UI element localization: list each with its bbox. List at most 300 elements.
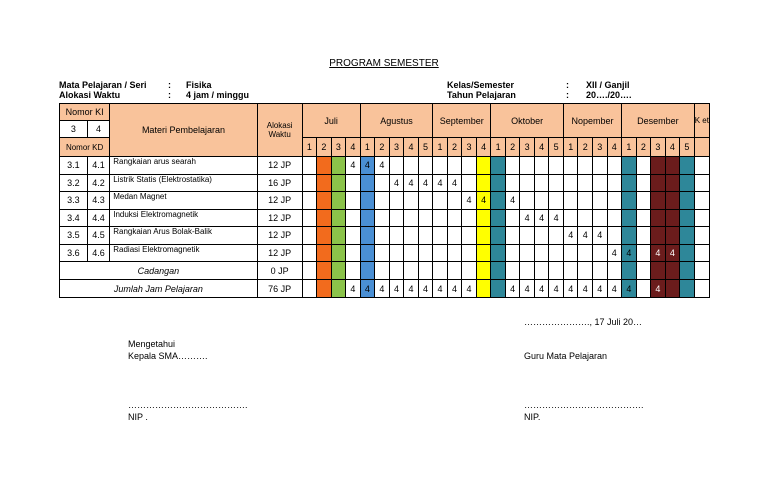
kd4-cell: 4.1 bbox=[87, 157, 109, 175]
week-cell: 4 bbox=[375, 157, 390, 175]
week-cell bbox=[317, 244, 332, 262]
kd3-cell: 3.1 bbox=[60, 157, 88, 175]
week-cell bbox=[317, 262, 332, 280]
week-cell bbox=[680, 209, 695, 227]
week-cell bbox=[302, 157, 317, 175]
week-cell bbox=[389, 192, 404, 210]
week-cell bbox=[360, 244, 375, 262]
week-cell bbox=[593, 209, 608, 227]
week-header: 1 bbox=[360, 138, 375, 157]
week-cell bbox=[433, 209, 448, 227]
week-cell bbox=[651, 209, 666, 227]
week-cell bbox=[563, 157, 578, 175]
week-cell bbox=[447, 157, 462, 175]
week-cell bbox=[346, 227, 361, 245]
week-header: 3 bbox=[389, 138, 404, 157]
cadangan-row bbox=[60, 262, 710, 280]
week-cell bbox=[549, 174, 564, 192]
week-cell bbox=[607, 209, 622, 227]
week-cell bbox=[375, 227, 390, 245]
week-cell bbox=[578, 192, 593, 210]
materi-cell: Listrik Statis (Elektrostatika) bbox=[110, 174, 257, 192]
week-cell bbox=[651, 174, 666, 192]
week-cell bbox=[375, 262, 390, 280]
week-cell bbox=[593, 192, 608, 210]
materi-cell: Rangkaian arus searah bbox=[110, 157, 257, 175]
week-cell bbox=[476, 244, 491, 262]
week-cell: 4 bbox=[346, 280, 361, 298]
week-cell bbox=[636, 244, 651, 262]
week-cell bbox=[534, 174, 549, 192]
week-cell: 4 bbox=[447, 280, 462, 298]
week-cell: 4 bbox=[360, 280, 375, 298]
week-cell bbox=[331, 280, 346, 298]
week-cell bbox=[331, 174, 346, 192]
alokasi-cell: 12 JP bbox=[257, 157, 302, 175]
week-cell bbox=[447, 192, 462, 210]
week-cell bbox=[418, 227, 433, 245]
week-cell bbox=[578, 244, 593, 262]
tahun-label: Tahun Pelajaran bbox=[447, 90, 516, 100]
materi-cell: Induksi Elektromagnetik bbox=[110, 209, 257, 227]
week-header: 4 bbox=[665, 138, 680, 157]
week-cell bbox=[476, 280, 491, 298]
week-header: 2 bbox=[447, 138, 462, 157]
week-cell bbox=[607, 157, 622, 175]
week-cell bbox=[636, 262, 651, 280]
week-cell: 4 bbox=[593, 227, 608, 245]
week-cell bbox=[665, 209, 680, 227]
week-cell bbox=[346, 192, 361, 210]
week-cell bbox=[433, 244, 448, 262]
week-cell bbox=[433, 227, 448, 245]
week-cell bbox=[651, 227, 666, 245]
week-cell: 4 bbox=[505, 280, 520, 298]
week-cell bbox=[302, 244, 317, 262]
week-cell: 4 bbox=[622, 280, 637, 298]
week-cell bbox=[607, 174, 622, 192]
week-cell bbox=[302, 209, 317, 227]
table-row bbox=[60, 209, 710, 227]
week-cell bbox=[476, 174, 491, 192]
ket-header: K et bbox=[694, 104, 709, 138]
tahun-value: 20…./20…. bbox=[586, 90, 632, 100]
week-cell bbox=[636, 192, 651, 210]
week-cell: 4 bbox=[534, 209, 549, 227]
week-cell bbox=[375, 192, 390, 210]
week-cell bbox=[534, 244, 549, 262]
week-cell: 4 bbox=[404, 280, 419, 298]
alokasi-colon: : bbox=[168, 90, 171, 100]
week-cell bbox=[593, 157, 608, 175]
week-cell bbox=[317, 157, 332, 175]
week-cell: 4 bbox=[520, 280, 535, 298]
week-cell bbox=[665, 280, 680, 298]
week-cell bbox=[491, 174, 506, 192]
week-cell bbox=[375, 209, 390, 227]
week-cell bbox=[462, 157, 477, 175]
week-cell bbox=[462, 227, 477, 245]
week-cell bbox=[563, 209, 578, 227]
week-cell: 4 bbox=[389, 280, 404, 298]
month-header: Desember bbox=[622, 104, 695, 138]
week-cell bbox=[476, 157, 491, 175]
week-cell bbox=[331, 244, 346, 262]
ket-cell bbox=[694, 280, 709, 298]
nomor-ki-header: Nomor KI bbox=[60, 104, 110, 121]
week-cell bbox=[375, 174, 390, 192]
jumlah-alokasi: 76 JP bbox=[257, 280, 302, 298]
kd4-cell: 4.3 bbox=[87, 192, 109, 210]
week-cell bbox=[563, 262, 578, 280]
week-header: 4 bbox=[534, 138, 549, 157]
week-cell bbox=[476, 209, 491, 227]
week-cell bbox=[593, 244, 608, 262]
alokasi-cell: 12 JP bbox=[257, 192, 302, 210]
week-header: 5 bbox=[549, 138, 564, 157]
week-cell: 4 bbox=[578, 280, 593, 298]
ket-cell bbox=[694, 174, 709, 192]
week-cell bbox=[491, 209, 506, 227]
materi-cell: Radiasi Elektromagnetik bbox=[110, 244, 257, 262]
week-cell bbox=[622, 192, 637, 210]
week-cell bbox=[622, 262, 637, 280]
week-cell bbox=[360, 174, 375, 192]
alokasi-label: Alokasi Waktu bbox=[59, 90, 121, 100]
week-cell bbox=[418, 262, 433, 280]
week-cell bbox=[534, 227, 549, 245]
week-header: 3 bbox=[593, 138, 608, 157]
week-cell bbox=[520, 192, 535, 210]
week-cell: 4 bbox=[622, 244, 637, 262]
signature-line-left: …………………………………. bbox=[128, 400, 248, 410]
week-cell bbox=[346, 244, 361, 262]
week-cell bbox=[680, 227, 695, 245]
week-cell bbox=[331, 209, 346, 227]
week-cell: 4 bbox=[418, 174, 433, 192]
week-header: 3 bbox=[520, 138, 535, 157]
week-cell bbox=[520, 244, 535, 262]
week-cell: 4 bbox=[433, 174, 448, 192]
week-header: 3 bbox=[462, 138, 477, 157]
alokasi-header: Alokasi Waktu bbox=[257, 104, 302, 157]
week-cell bbox=[389, 209, 404, 227]
week-cell: 4 bbox=[563, 280, 578, 298]
week-cell bbox=[607, 262, 622, 280]
week-cell bbox=[578, 209, 593, 227]
week-cell bbox=[636, 157, 651, 175]
week-cell bbox=[549, 192, 564, 210]
kd4-cell: 4.6 bbox=[87, 244, 109, 262]
week-cell bbox=[665, 174, 680, 192]
cadangan-alokasi: 0 JP bbox=[257, 262, 302, 280]
week-cell bbox=[404, 157, 419, 175]
nip-right: NIP. bbox=[524, 412, 541, 422]
ki-4: 4 bbox=[87, 121, 109, 138]
ket-cell bbox=[694, 157, 709, 175]
week-header: 4 bbox=[476, 138, 491, 157]
week-cell: 4 bbox=[534, 280, 549, 298]
month-header: September bbox=[433, 104, 491, 138]
week-header: 4 bbox=[346, 138, 361, 157]
footer-guru: Guru Mata Pelajaran bbox=[524, 351, 608, 361]
materi-header: Materi Pembelajaran bbox=[110, 104, 257, 157]
week-cell bbox=[651, 157, 666, 175]
week-header: 2 bbox=[578, 138, 593, 157]
kelas-label: Kelas/Semester bbox=[447, 80, 515, 90]
week-cell bbox=[636, 227, 651, 245]
week-cell: 4 bbox=[563, 227, 578, 245]
week-cell bbox=[418, 192, 433, 210]
week-cell bbox=[447, 244, 462, 262]
week-cell bbox=[404, 209, 419, 227]
week-cell bbox=[636, 174, 651, 192]
week-cell bbox=[563, 192, 578, 210]
week-cell bbox=[302, 227, 317, 245]
jumlah-label: Jumlah Jam Pelajaran bbox=[60, 280, 258, 298]
week-cell bbox=[317, 280, 332, 298]
week-cell bbox=[491, 280, 506, 298]
week-cell: 4 bbox=[346, 157, 361, 175]
week-cell bbox=[418, 209, 433, 227]
week-cell bbox=[317, 209, 332, 227]
month-header: Oktober bbox=[491, 104, 564, 138]
week-cell bbox=[665, 157, 680, 175]
week-cell bbox=[491, 244, 506, 262]
kd4-cell: 4.5 bbox=[87, 227, 109, 245]
week-cell: 4 bbox=[505, 192, 520, 210]
week-cell: 4 bbox=[404, 174, 419, 192]
tahun-colon: : bbox=[566, 90, 569, 100]
week-header: 1 bbox=[622, 138, 637, 157]
week-cell: 4 bbox=[651, 280, 666, 298]
week-cell bbox=[375, 244, 390, 262]
footer-mengetahui: Mengetahui bbox=[128, 339, 176, 349]
week-cell: 4 bbox=[607, 244, 622, 262]
table-row bbox=[60, 174, 710, 192]
week-cell bbox=[317, 174, 332, 192]
semester-table bbox=[59, 103, 710, 298]
table-row bbox=[60, 227, 710, 245]
signature-line-right: …………………………………. bbox=[524, 400, 644, 410]
table-row bbox=[60, 192, 710, 210]
week-cell bbox=[505, 157, 520, 175]
week-cell bbox=[505, 227, 520, 245]
ket-cell bbox=[694, 227, 709, 245]
week-cell bbox=[607, 192, 622, 210]
week-cell bbox=[360, 262, 375, 280]
week-cell bbox=[491, 262, 506, 280]
week-cell: 4 bbox=[360, 157, 375, 175]
week-cell bbox=[636, 209, 651, 227]
week-cell bbox=[520, 227, 535, 245]
ket-cell bbox=[694, 192, 709, 210]
week-cell bbox=[505, 244, 520, 262]
week-cell bbox=[360, 209, 375, 227]
week-cell bbox=[680, 157, 695, 175]
table-row bbox=[60, 244, 710, 262]
week-cell bbox=[389, 157, 404, 175]
week-cell bbox=[462, 174, 477, 192]
alokasi-cell: 16 JP bbox=[257, 174, 302, 192]
week-cell bbox=[389, 244, 404, 262]
kd3-cell: 3.6 bbox=[60, 244, 88, 262]
week-cell bbox=[462, 209, 477, 227]
week-cell bbox=[404, 227, 419, 245]
ket-cell bbox=[694, 262, 709, 280]
kd4-cell: 4.4 bbox=[87, 209, 109, 227]
week-cell bbox=[680, 174, 695, 192]
week-cell bbox=[534, 192, 549, 210]
week-cell bbox=[680, 262, 695, 280]
week-cell bbox=[563, 244, 578, 262]
week-cell bbox=[491, 157, 506, 175]
week-cell bbox=[680, 192, 695, 210]
month-header: Juli bbox=[302, 104, 360, 138]
kelas-colon: : bbox=[566, 80, 569, 90]
ket-cell bbox=[694, 244, 709, 262]
week-cell bbox=[665, 227, 680, 245]
week-cell: 4 bbox=[389, 174, 404, 192]
week-cell bbox=[433, 192, 448, 210]
week-header: 5 bbox=[418, 138, 433, 157]
table-row bbox=[60, 157, 710, 175]
week-cell: 4 bbox=[375, 280, 390, 298]
week-cell bbox=[578, 174, 593, 192]
week-cell bbox=[389, 262, 404, 280]
ki-3: 3 bbox=[60, 121, 88, 138]
week-header: 2 bbox=[375, 138, 390, 157]
week-cell bbox=[578, 157, 593, 175]
kd3-cell: 3.5 bbox=[60, 227, 88, 245]
week-cell bbox=[491, 192, 506, 210]
week-cell bbox=[491, 227, 506, 245]
week-header: 3 bbox=[331, 138, 346, 157]
week-cell bbox=[563, 174, 578, 192]
week-cell bbox=[505, 174, 520, 192]
week-cell bbox=[331, 157, 346, 175]
week-cell bbox=[520, 262, 535, 280]
week-cell bbox=[346, 209, 361, 227]
week-cell bbox=[534, 157, 549, 175]
week-header: 5 bbox=[680, 138, 695, 157]
week-cell bbox=[549, 157, 564, 175]
week-cell bbox=[520, 174, 535, 192]
week-cell bbox=[651, 262, 666, 280]
mapel-value: Fisika bbox=[186, 80, 212, 90]
week-cell bbox=[534, 262, 549, 280]
week-cell: 4 bbox=[418, 280, 433, 298]
week-cell: 4 bbox=[462, 192, 477, 210]
week-cell bbox=[418, 244, 433, 262]
mapel-label: Mata Pelajaran / Seri bbox=[59, 80, 147, 90]
ket-cell bbox=[694, 209, 709, 227]
jumlah-row bbox=[60, 280, 710, 298]
week-cell bbox=[505, 209, 520, 227]
week-cell bbox=[593, 174, 608, 192]
week-cell bbox=[622, 227, 637, 245]
week-cell bbox=[317, 192, 332, 210]
month-header: Agustus bbox=[360, 104, 433, 138]
week-cell bbox=[433, 157, 448, 175]
kd3-cell: 3.2 bbox=[60, 174, 88, 192]
week-cell bbox=[302, 192, 317, 210]
footer-date: …………………., 17 Juli 20… bbox=[524, 317, 643, 327]
week-cell: 4 bbox=[476, 192, 491, 210]
week-cell bbox=[636, 280, 651, 298]
week-cell: 4 bbox=[433, 280, 448, 298]
week-cell bbox=[404, 192, 419, 210]
week-cell bbox=[360, 227, 375, 245]
week-cell bbox=[665, 262, 680, 280]
week-cell bbox=[346, 262, 361, 280]
week-cell bbox=[302, 262, 317, 280]
alokasi-cell: 12 JP bbox=[257, 227, 302, 245]
week-cell bbox=[418, 157, 433, 175]
week-cell: 4 bbox=[665, 244, 680, 262]
week-header: 4 bbox=[404, 138, 419, 157]
week-cell bbox=[622, 209, 637, 227]
week-cell bbox=[520, 157, 535, 175]
week-cell bbox=[462, 244, 477, 262]
week-cell bbox=[404, 262, 419, 280]
week-cell bbox=[607, 227, 622, 245]
cadangan-label: Cadangan bbox=[60, 262, 258, 280]
week-cell bbox=[389, 227, 404, 245]
week-cell bbox=[302, 280, 317, 298]
mapel-colon: : bbox=[168, 80, 171, 90]
week-cell bbox=[331, 262, 346, 280]
week-cell bbox=[447, 227, 462, 245]
week-header: 1 bbox=[302, 138, 317, 157]
week-header: 1 bbox=[433, 138, 448, 157]
kd3-cell: 3.3 bbox=[60, 192, 88, 210]
week-cell bbox=[578, 262, 593, 280]
week-cell: 4 bbox=[651, 244, 666, 262]
kd4-cell: 4.2 bbox=[87, 174, 109, 192]
week-cell bbox=[331, 227, 346, 245]
week-cell bbox=[476, 262, 491, 280]
week-cell bbox=[665, 192, 680, 210]
week-cell bbox=[317, 227, 332, 245]
week-cell bbox=[680, 280, 695, 298]
week-header: 3 bbox=[651, 138, 666, 157]
week-cell: 4 bbox=[607, 280, 622, 298]
kelas-value: XII / Ganjil bbox=[586, 80, 630, 90]
week-cell: 4 bbox=[549, 209, 564, 227]
week-cell bbox=[549, 262, 564, 280]
page-title: PROGRAM SEMESTER bbox=[329, 58, 439, 69]
week-cell bbox=[404, 244, 419, 262]
week-cell bbox=[346, 174, 361, 192]
week-cell bbox=[549, 227, 564, 245]
week-cell bbox=[651, 192, 666, 210]
week-cell bbox=[680, 244, 695, 262]
week-header: 2 bbox=[636, 138, 651, 157]
week-cell bbox=[447, 262, 462, 280]
week-cell bbox=[462, 262, 477, 280]
week-cell bbox=[549, 244, 564, 262]
week-cell bbox=[331, 192, 346, 210]
week-cell bbox=[447, 209, 462, 227]
week-header: 4 bbox=[607, 138, 622, 157]
week-cell: 4 bbox=[593, 280, 608, 298]
week-cell bbox=[505, 262, 520, 280]
week-cell bbox=[302, 174, 317, 192]
week-cell bbox=[622, 157, 637, 175]
week-header: 1 bbox=[491, 138, 506, 157]
materi-cell: Medan Magnet bbox=[110, 192, 257, 210]
